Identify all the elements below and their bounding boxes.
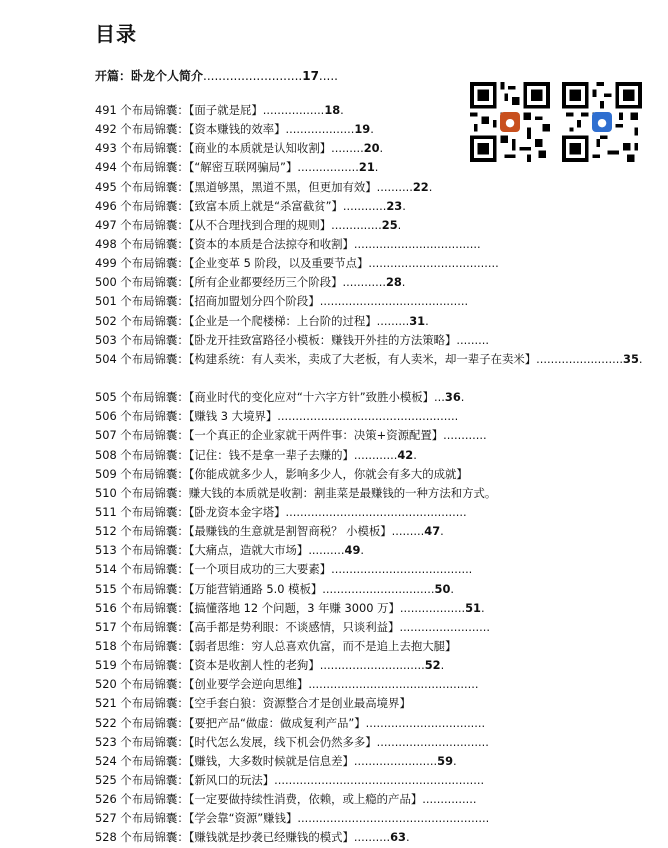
toc-entry-page: 22: [412, 179, 429, 194]
toc-entry-trail: .: [340, 103, 344, 117]
toc-entry-number: 498 个布局锦囊：: [95, 236, 189, 251]
toc-entry[interactable]: [95, 139, 660, 158]
toc-entry-title: 【你能成就多少人，影响多少人，你就会有多大的成就】: [188, 466, 468, 481]
toc-entry-trail: .: [413, 447, 417, 462]
toc-entry-number: 515 个布局锦囊：: [95, 581, 189, 596]
toc-entry-title: 【一个项目成功的三大要素】.......................................: [188, 562, 473, 577]
toc-entry-title: 【学会靠“资源”赚钱】.....................................................: [188, 811, 490, 826]
toc-entry-page: 19: [354, 122, 371, 137]
toc-entry[interactable]: [95, 426, 660, 445]
toc-entry-title: 【“解密互联网骗局”】.................: [188, 160, 359, 175]
toc-entry-title: 【从不合理找到合理的规则】..............: [188, 217, 382, 232]
toc-entry[interactable]: [95, 350, 660, 388]
toc-entry-title: 【企业变革 5 阶段，以及重要节点】....................................: [188, 256, 499, 271]
toc-entry-number: 527 个布局锦囊：: [95, 811, 189, 826]
toc-entry-number: 504 个布局锦囊：: [95, 351, 189, 366]
toc-entry-trail: .: [401, 275, 406, 290]
toc-entry-page: 23: [386, 198, 403, 213]
toc-entry-title: 【空手套白狼：资源整合才是创业最高境界】: [188, 696, 411, 711]
toc-entry-trail: .: [405, 830, 410, 845]
toc-entry[interactable]: [95, 541, 660, 560]
toc-entry-trail: .: [460, 390, 465, 405]
toc-entry[interactable]: [95, 675, 660, 694]
toc-entry-trail: .: [397, 217, 402, 232]
toc-entry[interactable]: [95, 331, 660, 350]
toc-entry-number: 496 个布局锦囊：: [95, 198, 189, 213]
toc-entry-title: 【搞懂落地 12 个问题，3 年赚 3000 万】..................: [188, 600, 466, 615]
toc-entry-number: 494 个布局锦囊：: [95, 160, 189, 175]
toc-entry-title: 【卧龙资本金字塔】..................................................: [188, 504, 467, 519]
toc-entry-trail: .: [480, 600, 485, 615]
intro-page: 17: [302, 69, 319, 83]
toc-entry[interactable]: [95, 158, 660, 177]
toc-entry-number: 523 个布局锦囊：: [95, 734, 189, 749]
toc-entry-number: 522 个布局锦囊：: [95, 715, 189, 730]
toc-entry-number: 501 个布局锦囊：: [95, 294, 189, 309]
toc-entry-title: 【一定要做持续性消费，依赖，或上瘾的产品】...............: [188, 792, 477, 807]
toc-entry[interactable]: [95, 714, 660, 733]
toc-entry-title: 【构建系统：有人卖米，卖成了大老板，有人卖米，却一辈子在卖米】........................: [188, 351, 624, 366]
toc-entry-title: 【企业是一个爬楼梯：上台阶的过程】.........: [188, 313, 410, 328]
toc-entry-title: 【新风口的玩法】..........................................................: [188, 772, 485, 787]
toc-entry[interactable]: [95, 407, 660, 426]
toc-entry-trail: .: [453, 753, 457, 768]
toc-entry-title: 【记住：钱不是拿一辈子去赚的】............: [188, 447, 398, 462]
toc-entry-number: 513 个布局锦囊：: [95, 543, 189, 558]
toc-entry-title: 【致富本质上就是“杀富截贫”】............: [188, 198, 387, 213]
toc-entry-page: 50: [434, 581, 451, 596]
toc-entry[interactable]: [95, 694, 660, 713]
toc-entry-number: 508 个布局锦囊：: [95, 447, 189, 462]
intro-line: [95, 67, 338, 84]
toc-entry-page: 52: [424, 658, 441, 673]
toc-entry-title: 【高手都是势利眼：不谈感情，只谈利益】.........................: [188, 619, 490, 634]
toc-entry[interactable]: [95, 809, 660, 828]
toc-entry-trail: .: [402, 198, 406, 213]
intro-text: 卧龙个人简介: [131, 69, 204, 83]
toc-entry-title: 【万能营销通路 5.0 模板】...............................: [188, 581, 435, 596]
toc-entry-trail: .: [379, 141, 384, 156]
toc-entry-title: 【卧龙开挂致富路径小模板：赚钱开外挂的方法策略】.........: [188, 332, 489, 347]
toc-entry-number: 510 个布局锦囊：: [95, 485, 189, 500]
toc-entry-page: 28: [385, 275, 402, 290]
toc-entry-number: 520 个布局锦囊：: [95, 677, 189, 692]
toc-entry[interactable]: [95, 771, 660, 790]
toc-entry-number: 512 个布局锦囊：: [95, 524, 189, 539]
toc-entry-title: 【面子就是屁】.................: [188, 103, 325, 117]
toc-entry-number: 493 个布局锦囊：: [95, 141, 189, 156]
toc-entry-page: 20: [363, 141, 380, 156]
toc-entry-page: 21: [358, 160, 375, 175]
toc-entry-trail: .: [638, 351, 643, 366]
toc-entry-title: 【赚钱，大多数时候就是信息差】.......................: [188, 753, 438, 768]
toc-entry[interactable]: [95, 503, 660, 522]
toc-entry-number: 518 个布局锦囊：: [95, 638, 189, 653]
toc-entry-title: 【要把产品“做虚：做成复利产品”】.................................: [188, 715, 486, 730]
toc-entry-page: 47: [424, 524, 441, 539]
toc-entry-trail: .: [428, 179, 433, 194]
toc-entry[interactable]: [95, 216, 660, 235]
toc-entry[interactable]: [95, 637, 660, 656]
toc-entry[interactable]: [95, 292, 660, 311]
toc-entry-number: 500 个布局锦囊：: [95, 275, 189, 290]
toc-entry-number: 511 个布局锦囊：: [95, 504, 189, 519]
toc-entry-trail: .: [374, 160, 379, 175]
toc-entry-title: 【时代怎么发展，线下机会仍然多多】...............................: [188, 734, 489, 749]
toc-entry-title: 【资本赚钱的效率】...................: [188, 122, 355, 137]
toc-entry[interactable]: [95, 580, 660, 599]
toc-entry-number: 509 个布局锦囊：: [95, 466, 189, 481]
toc-entry[interactable]: [95, 120, 660, 139]
toc-entry-page: 59: [437, 753, 454, 768]
toc-entry-number: 525 个布局锦囊：: [95, 772, 189, 787]
toc-entry[interactable]: [95, 752, 660, 771]
toc-entry-number: 517 个布局锦囊：: [95, 619, 189, 634]
toc-entry-title: 【大痛点，造就大市场】..........: [188, 543, 345, 558]
toc-entry-number: 516 个布局锦囊：: [95, 600, 189, 615]
toc-entry-trail: .: [440, 524, 444, 539]
toc-entry-page: 31: [409, 313, 426, 328]
toc-entry[interactable]: [95, 599, 660, 618]
toc-entry-number: 499 个布局锦囊：: [95, 256, 189, 271]
intro-trail: .....: [318, 69, 338, 83]
toc-entry-number: 521 个布局锦囊：: [95, 696, 189, 711]
toc-entry-title: 【招商加盟划分四个阶段】.........................................: [188, 294, 469, 309]
toc-entry[interactable]: [95, 446, 660, 465]
toc-entry-number: 505 个布局锦囊：: [95, 390, 189, 405]
toc-entry-page: 18: [324, 103, 341, 117]
toc-entry-title: 【赚钱就是抄袭已经赚钱的模式】..........: [188, 830, 391, 845]
toc-entry[interactable]: [95, 254, 660, 273]
toc-entry-title: 【资本是收割人性的老狗】.............................: [188, 658, 425, 673]
toc-entry-number: 507 个布局锦囊：: [95, 428, 189, 443]
toc-entry[interactable]: [95, 178, 660, 197]
toc-entry[interactable]: [95, 656, 660, 675]
toc-entry-number: 503 个布局锦囊：: [95, 332, 189, 347]
toc-entry-page: 36: [444, 390, 461, 405]
toc-list: [95, 101, 660, 848]
toc-entry-page: 51: [465, 600, 481, 615]
toc-entry-title: 【资本的本质是合法掠夺和收割】...................................: [188, 236, 481, 251]
toc-entry-title: 【创业要学会逆向思维】...............................................: [188, 677, 479, 692]
toc-entry-number: 514 个布局锦囊：: [95, 562, 189, 577]
toc-entry-number: 491 个布局锦囊：: [95, 103, 189, 117]
toc-entry-trail: .: [440, 658, 445, 673]
toc-entry[interactable]: [95, 522, 660, 541]
toc-entry[interactable]: [95, 560, 660, 579]
intro-dots: ..........................: [203, 69, 303, 83]
toc-entry-title: 【商业时代的变化应对“十六字方针”致胜小模板】...: [188, 390, 445, 405]
toc-entry-number: 528 个布局锦囊：: [95, 830, 189, 845]
toc-entry[interactable]: [95, 618, 660, 637]
toc-entry-page: 63: [390, 830, 406, 845]
toc-entry-number: 492 个布局锦囊：: [95, 122, 189, 137]
toc-entry[interactable]: [95, 273, 660, 292]
toc-entry-title: 赚大钱的本质就是收割：割韭菜是最赚钱的一种方法和方式。: [188, 485, 497, 500]
toc-entry[interactable]: [95, 465, 660, 484]
toc-entry-trail: .: [425, 313, 429, 328]
toc-entry-title: 【赚钱 3 大境界】..................................................: [188, 409, 459, 424]
toc-entry-title: 【所有企业都要经历三个阶段】............: [188, 275, 386, 290]
toc-entry-number: 519 个布局锦囊：: [95, 658, 189, 673]
toc-entry-page: 35: [623, 351, 639, 366]
toc-entry[interactable]: [95, 790, 660, 809]
brand-logo-icon: ●: [500, 112, 520, 132]
toc-entry-trail: .: [360, 543, 365, 558]
toc-entry-page: 42: [397, 447, 414, 462]
toc-entry-title: 【最赚钱的生意就是割智商税？ 小模板】.........: [188, 524, 425, 539]
toc-entry[interactable]: [95, 733, 660, 752]
toc-entry-number: 506 个布局锦囊：: [95, 409, 189, 424]
toc-entry-number: 502 个布局锦囊：: [95, 313, 189, 328]
toc-entry-title: 【商业的本质就是认知收割】.........: [188, 141, 364, 156]
toc-entry-trail: .: [450, 581, 455, 596]
toc-entry-title: 【黑道够黑，黑道不黑，但更加有效】..........: [188, 179, 413, 194]
toc-entry[interactable]: [95, 484, 660, 503]
toc-entry[interactable]: [95, 101, 660, 120]
toc-entry-page: 25: [381, 217, 398, 232]
toc-entry[interactable]: [95, 197, 660, 216]
toc-entry-title: 【弱者思维：穷人总喜欢仇富，而不是追上去抱大腿】: [188, 638, 457, 653]
toc-entry[interactable]: [95, 388, 660, 407]
toc-entry-number: 497 个布局锦囊：: [95, 217, 189, 232]
toc-entry-number: 524 个布局锦囊：: [95, 753, 189, 768]
toc-entry[interactable]: [95, 235, 660, 254]
toc-entry[interactable]: [95, 312, 660, 331]
toc-entry-trail: .: [370, 122, 374, 137]
toc-entry[interactable]: [95, 828, 660, 847]
brand-logo-icon: ●: [592, 112, 612, 132]
toc-entry-number: 495 个布局锦囊：: [95, 179, 189, 194]
toc-entry-title: 【一个真正的企业家就干两件事：决策+资源配置】............: [188, 428, 487, 443]
page-title: 目录: [95, 22, 137, 46]
toc-entry-number: 526 个布局锦囊：: [95, 792, 189, 807]
toc-entry-page: 49: [344, 543, 361, 558]
intro-label: 开篇：: [95, 69, 132, 83]
